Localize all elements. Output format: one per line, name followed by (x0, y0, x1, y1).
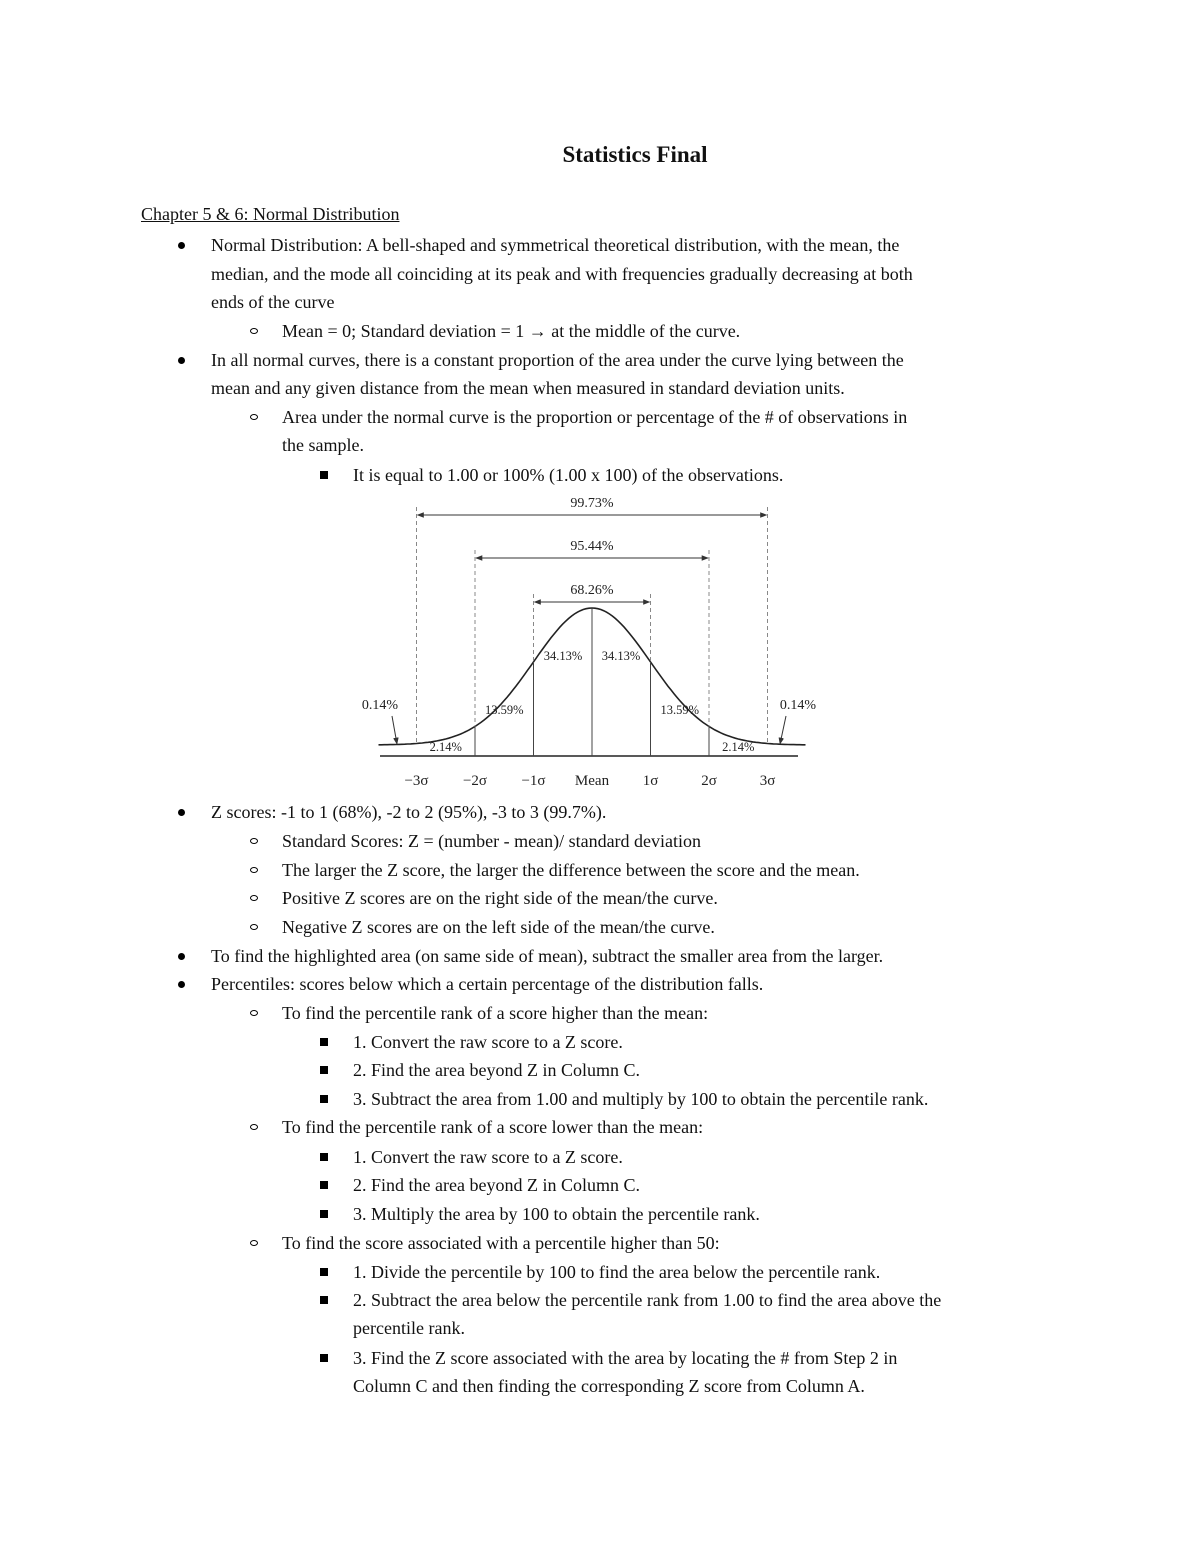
page-title: Statistics Final (562, 142, 708, 167)
outline-line: 1. Divide the percentile by 100 to find the area below the percentile rank. (353, 1262, 881, 1282)
x-tick-label: −1σ (521, 773, 546, 789)
bullet-circle (250, 867, 258, 873)
tail-arrow (780, 716, 786, 744)
normal-distribution-chart (350, 490, 840, 795)
range-label: 68.26% (570, 583, 614, 598)
outline-line: To find the percentile rank of a score higher than the mean: (282, 1003, 709, 1023)
outline-line: Percentiles: scores below which a certain percentage of the distribution falls. (211, 974, 764, 994)
bullet-square (320, 1210, 328, 1218)
region-label: 13.59% (484, 703, 524, 717)
bullet-circle (250, 1010, 258, 1016)
region-label: 34.13% (543, 649, 583, 663)
outline-line: 2. Find the area beyond Z in Column C. (353, 1060, 640, 1080)
bullet-circle (250, 838, 258, 844)
x-tick-label: Mean (574, 773, 610, 789)
bullet-square (320, 1354, 328, 1362)
bullet-circle (250, 328, 258, 334)
bullet-square (320, 1181, 328, 1189)
bullet-dot (178, 357, 185, 364)
bullet-square (320, 1296, 328, 1304)
outline-line: Positive Z scores are on the right side of the mean/the curve. (282, 888, 718, 908)
outline-line: Normal Distribution: A bell-shaped and symmetrical theoretical distribution, with the mean, the (211, 235, 900, 255)
bullet-square (320, 1268, 328, 1276)
region-label: 34.13% (601, 649, 641, 663)
outline-line: Standard Scores: Z = (number - mean)/ standard deviation (282, 831, 702, 851)
outline-line: 1. Convert the raw score to a Z score. (353, 1147, 623, 1167)
bullet-square (320, 1153, 328, 1161)
range-label: 95.44% (570, 539, 614, 554)
outline-line: The larger the Z score, the larger the difference between the score and the mean. (282, 860, 860, 880)
outline-line: 3. Multiply the area by 100 to obtain the percentile rank. (353, 1204, 760, 1224)
section-heading: Chapter 5 & 6: Normal Distribution (141, 204, 400, 224)
bullet-square (320, 471, 328, 479)
x-tick-label: 3σ (759, 773, 776, 789)
region-label: 2.14% (722, 740, 755, 754)
bullet-square (320, 1038, 328, 1046)
bullet-circle (250, 895, 258, 901)
x-tick-label: −3σ (404, 773, 429, 789)
outline-line: In all normal curves, there is a constant proportion of the area under the curve lying between the (211, 350, 904, 370)
x-tick-label: 2σ (701, 773, 717, 789)
tail-label: 0.14% (361, 698, 399, 713)
outline-line: Mean = 0; Standard deviation = 1 → at the middle of the curve. (282, 321, 741, 341)
bullet-square (320, 1095, 328, 1103)
outline-line: median, and the mode all coinciding at its peak and with frequencies gradually decreasing at both (211, 264, 913, 284)
bullet-dot (178, 953, 185, 960)
x-tick-label: 1σ (642, 773, 659, 789)
outline-line: the sample. (282, 435, 364, 455)
bullet-circle (250, 1240, 258, 1246)
bullet-dot (178, 809, 185, 816)
bullet-circle (250, 1124, 258, 1130)
outline-line: Column C and then finding the corresponding Z score from Column A. (353, 1376, 865, 1396)
region-label: 2.14% (429, 740, 462, 754)
outline-line: percentile rank. (353, 1318, 465, 1338)
outline-line: Z scores: -1 to 1 (68%), -2 to 2 (95%), -3 to 3 (99.7%). (211, 802, 607, 822)
outline-line: Area under the normal curve is the proportion or percentage of the # of observations in (282, 407, 908, 427)
outline-line: It is equal to 1.00 or 100% (1.00 x 100) of the observations. (353, 465, 784, 485)
tail-label: 0.14% (779, 698, 817, 713)
outline-line: Negative Z scores are on the left side of the mean/the curve. (282, 917, 715, 937)
outline-line: 2. Find the area beyond Z in Column C. (353, 1175, 640, 1195)
outline-line: To find the score associated with a percentile higher than 50: (282, 1233, 720, 1253)
outline-line: To find the highlighted area (on same side of mean), subtract the smaller area from the larger. (211, 946, 884, 966)
outline-line: ends of the curve (211, 292, 335, 312)
tail-arrow (392, 716, 397, 744)
outline-line: 2. Subtract the area below the percentile rank from 1.00 to find the area above the (353, 1290, 942, 1310)
bullet-square (320, 1066, 328, 1074)
x-tick-label: −2σ (462, 773, 488, 789)
bullet-circle (250, 414, 258, 420)
outline-line: mean and any given distance from the mean when measured in standard deviation units. (211, 378, 845, 398)
region-label: 13.59% (660, 703, 700, 717)
outline-line: To find the percentile rank of a score lower than the mean: (282, 1117, 704, 1137)
outline-line: 1. Convert the raw score to a Z score. (353, 1032, 623, 1052)
outline-line: 3. Subtract the area from 1.00 and multiply by 100 to obtain the percentile rank. (353, 1089, 929, 1109)
bullet-dot (178, 242, 185, 249)
bullet-circle (250, 924, 258, 930)
outline-line: 3. Find the Z score associated with the area by locating the # from Step 2 in (353, 1348, 898, 1368)
bullet-dot (178, 981, 185, 988)
range-label: 99.73% (570, 496, 614, 511)
